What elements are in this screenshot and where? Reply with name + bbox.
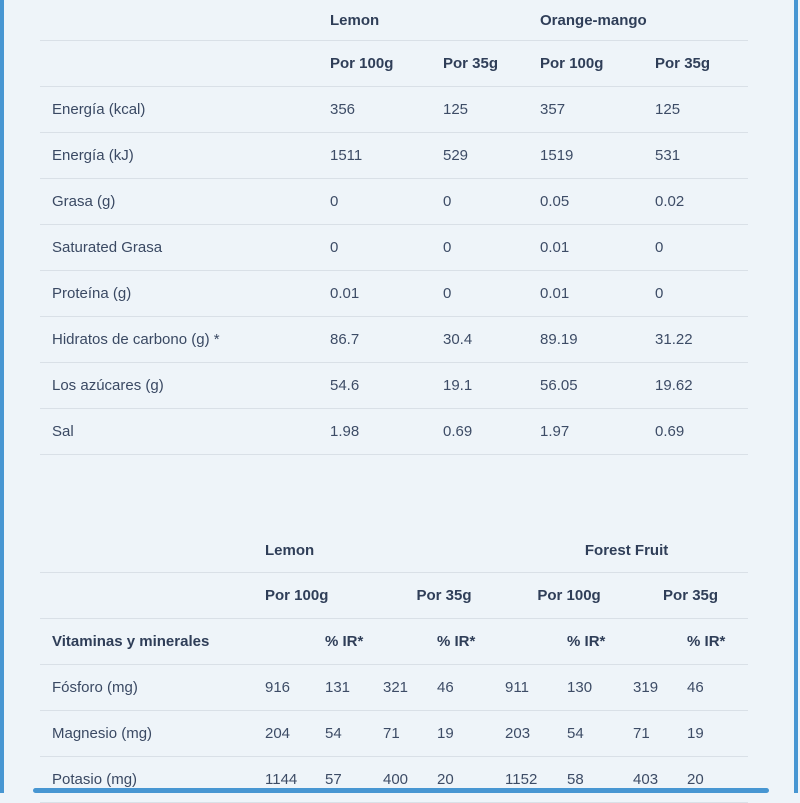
value-cell: 0 — [655, 271, 748, 317]
left-border-line — [0, 0, 4, 793]
value-cell: 20 — [437, 757, 505, 803]
column-group-lemon: Lemon — [330, 0, 540, 41]
value-cell: 46 — [687, 665, 748, 711]
ir-header: % IR* — [325, 619, 383, 665]
value-cell: 356 — [330, 87, 443, 133]
value-cell: 400 — [383, 757, 437, 803]
value-cell: 1.97 — [540, 409, 655, 455]
value-cell: 19.62 — [655, 363, 748, 409]
value-cell: 403 — [633, 757, 687, 803]
row-label: Saturated Grasa — [40, 225, 330, 271]
value-cell: 131 — [325, 665, 383, 711]
serving-header: Por 100g — [540, 41, 655, 87]
serving-header: Por 35g — [383, 573, 505, 619]
serving-header: Por 35g — [443, 41, 540, 87]
value-cell: 58 — [567, 757, 633, 803]
column-group-forest-fruit: Forest Fruit — [505, 528, 748, 573]
value-cell: 31.22 — [655, 317, 748, 363]
empty-corner-cell — [40, 0, 330, 41]
row-label: Energía (kcal) — [40, 87, 330, 133]
value-cell: 125 — [443, 87, 540, 133]
value-cell: 89.19 — [540, 317, 655, 363]
value-cell: 71 — [383, 711, 437, 757]
table-row — [40, 133, 748, 179]
serving-header: Por 35g — [655, 41, 748, 87]
value-cell: 130 — [567, 665, 633, 711]
serving-header: Por 100g — [330, 41, 443, 87]
value-cell: 30.4 — [443, 317, 540, 363]
value-cell: 321 — [383, 665, 437, 711]
value-cell: 0 — [330, 225, 443, 271]
value-cell: 0 — [655, 225, 748, 271]
value-cell: 203 — [505, 711, 567, 757]
value-cell: 916 — [265, 665, 325, 711]
row-label: Hidratos de carbono (g) * — [40, 317, 330, 363]
ir-header: % IR* — [687, 619, 748, 665]
value-cell: 1519 — [540, 133, 655, 179]
row-label: Energía (kJ) — [40, 133, 330, 179]
ir-header: % IR* — [437, 619, 505, 665]
value-cell: 0 — [330, 179, 443, 225]
value-cell: 529 — [443, 133, 540, 179]
empty-cell — [383, 619, 437, 665]
table-row — [40, 225, 748, 271]
section-header-row — [40, 619, 748, 665]
value-cell: 911 — [505, 665, 567, 711]
column-group-orange-mango: Orange-mango — [540, 0, 748, 41]
value-cell: 0.69 — [443, 409, 540, 455]
serving-header: Por 100g — [265, 573, 383, 619]
value-cell: 125 — [655, 87, 748, 133]
value-cell: 531 — [655, 133, 748, 179]
empty-cell — [505, 619, 567, 665]
nutrition-facts-table — [40, 0, 748, 455]
table-row — [40, 179, 748, 225]
value-cell: 0 — [443, 225, 540, 271]
value-cell: 86.7 — [330, 317, 443, 363]
table-row — [40, 711, 748, 757]
value-cell: 54 — [325, 711, 383, 757]
serving-header: Por 100g — [505, 573, 633, 619]
flavor-header-row — [40, 528, 748, 573]
value-cell: 19 — [437, 711, 505, 757]
table-row — [40, 665, 748, 711]
table-row — [40, 87, 748, 133]
value-cell: 54.6 — [330, 363, 443, 409]
empty-corner-cell — [40, 573, 265, 619]
row-label: Fósforo (mg) — [40, 665, 265, 711]
empty-cell — [265, 619, 325, 665]
bottom-border-line — [33, 788, 769, 793]
serving-header-row — [40, 573, 748, 619]
value-cell: 20 — [687, 757, 748, 803]
empty-corner-cell — [40, 41, 330, 87]
value-cell: 0.69 — [655, 409, 748, 455]
table-row — [40, 757, 748, 803]
ir-header: % IR* — [567, 619, 633, 665]
value-cell: 319 — [633, 665, 687, 711]
value-cell: 0.01 — [540, 225, 655, 271]
row-label: Potasio (mg) — [40, 757, 265, 803]
table-row — [40, 317, 748, 363]
row-label: Magnesio (mg) — [40, 711, 265, 757]
value-cell: 0.02 — [655, 179, 748, 225]
row-label: Los azúcares (g) — [40, 363, 330, 409]
section-label: Vitaminas y minerales — [40, 619, 265, 665]
right-border-line — [794, 0, 798, 793]
table-row — [40, 409, 748, 455]
value-cell: 19.1 — [443, 363, 540, 409]
value-cell: 56.05 — [540, 363, 655, 409]
value-cell: 1.98 — [330, 409, 443, 455]
flavor-header-row — [40, 0, 748, 41]
value-cell: 357 — [540, 87, 655, 133]
serving-header: Por 35g — [633, 573, 748, 619]
value-cell: 57 — [325, 757, 383, 803]
empty-cell — [633, 619, 687, 665]
value-cell: 1511 — [330, 133, 443, 179]
value-cell: 0 — [443, 271, 540, 317]
serving-header-row — [40, 41, 748, 87]
value-cell: 1152 — [505, 757, 567, 803]
value-cell: 204 — [265, 711, 325, 757]
vitamins-minerals-table — [40, 528, 748, 803]
table-row — [40, 363, 748, 409]
value-cell: 0.05 — [540, 179, 655, 225]
value-cell: 0.01 — [540, 271, 655, 317]
value-cell: 19 — [687, 711, 748, 757]
value-cell: 54 — [567, 711, 633, 757]
row-label: Sal — [40, 409, 330, 455]
value-cell: 1144 — [265, 757, 325, 803]
column-group-lemon: Lemon — [265, 528, 505, 573]
row-label: Grasa (g) — [40, 179, 330, 225]
table-row — [40, 271, 748, 317]
value-cell: 71 — [633, 711, 687, 757]
value-cell: 46 — [437, 665, 505, 711]
row-label: Proteína (g) — [40, 271, 330, 317]
value-cell: 0 — [443, 179, 540, 225]
empty-corner-cell — [40, 528, 265, 573]
value-cell: 0.01 — [330, 271, 443, 317]
